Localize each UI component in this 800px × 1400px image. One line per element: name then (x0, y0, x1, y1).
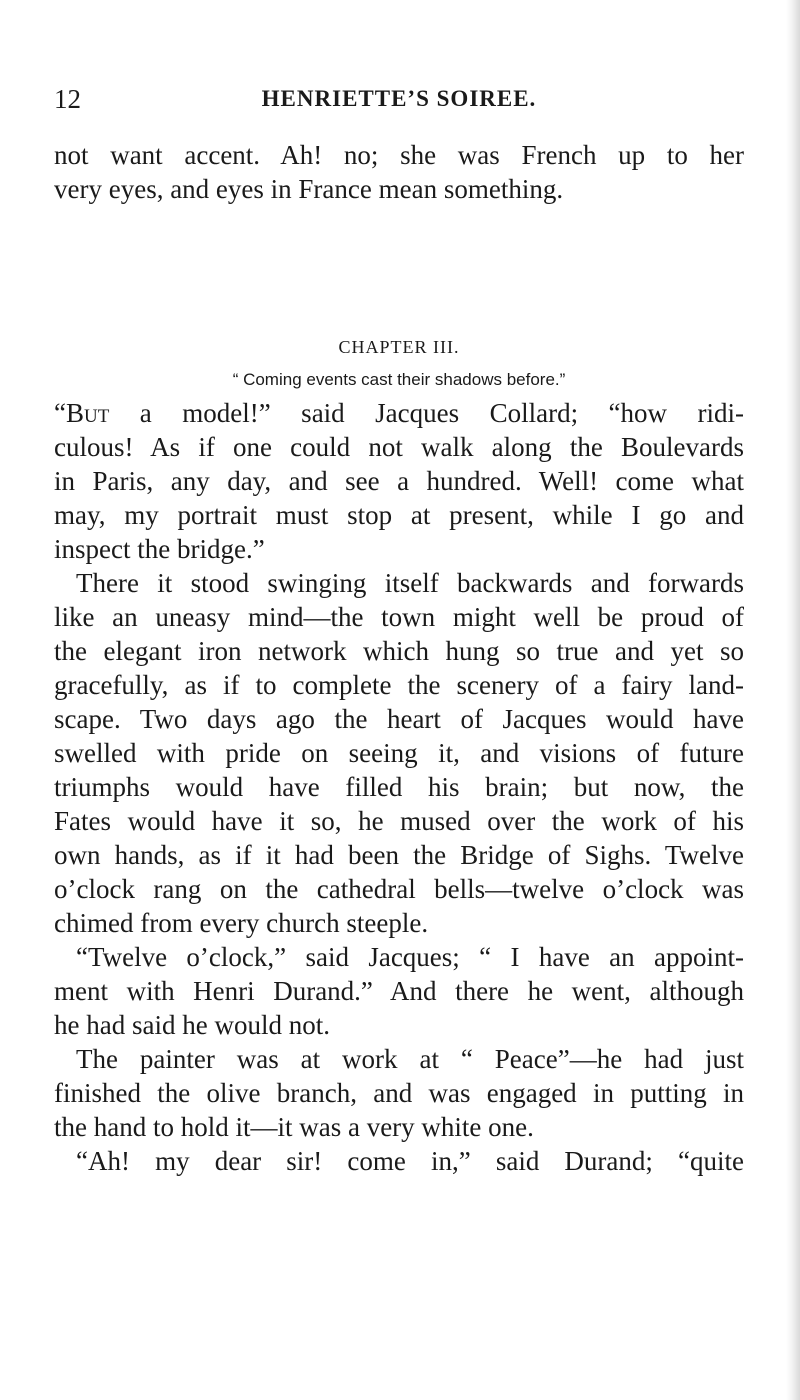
text-line: There it stood swinging itself backwards and forwards (76, 568, 744, 598)
text-line: “Ah! my dear sir! come in,” said Durand; “quite (76, 1146, 744, 1176)
chapter-epigraph: “ Coming events cast their shadows before.” (232, 370, 566, 389)
text-line: the elegant iron network which hung so true and yet so (54, 636, 744, 666)
text-line: not want accent. Ah! no; she was French up to her (54, 140, 744, 170)
text-line: Fates would have it so, he mused over the work of his (54, 806, 744, 836)
small-caps-word: But (65, 398, 110, 428)
text-line: finished the olive branch, and was engaged in putting in (54, 1078, 744, 1108)
page-edge-shadow (786, 0, 800, 1400)
page-header (54, 84, 744, 116)
chapter-title: CHAPTER III. (338, 337, 460, 357)
page-number: 12 (54, 84, 81, 114)
text-line: like an uneasy mind—the town might well be proud of (54, 602, 744, 632)
text-line: the hand to hold it—it was a very white one. (54, 1112, 534, 1142)
line-rest: a model!” said Jacques Collard; “how ridi- (109, 398, 744, 428)
text-line: ment with Henri Durand.” And there he went, although (54, 976, 744, 1006)
text-line: o’clock rang on the cathedral bells—twelve o’clock was (54, 874, 744, 904)
paragraph-first-line (54, 396, 744, 430)
text-line: chimed from every church steeple. (54, 908, 429, 938)
text-line: triumphs would have filled his brain; but now, the (54, 772, 744, 802)
text-line: very eyes, and eyes in France mean something. (54, 174, 564, 204)
text-line: gracefully, as if to complete the scenery of a fairy land- (54, 670, 744, 700)
text-line: The painter was at work at “ Peace”—he had just (76, 1044, 744, 1074)
text-line: inspect the bridge.” (54, 534, 265, 564)
text-line: may, my portrait must stop at present, while I go and (54, 500, 744, 530)
text-line: culous! As if one could not walk along the Boulevards (54, 432, 744, 462)
text-line: scape. Two days ago the heart of Jacques would have (54, 704, 744, 734)
open-quote: “ (54, 398, 66, 428)
text-line: swelled with pride on seeing it, and visions of future (54, 738, 744, 768)
body-text (54, 138, 744, 1178)
text-line: “Twelve o’clock,” said Jacques; “ I have an appoint- (76, 942, 744, 972)
text-line: in Paris, any day, and see a hundred. Well! come what (54, 466, 744, 496)
text-line: he had said he would not. (54, 1010, 330, 1040)
text-line: own hands, as if it had been the Bridge of Sighs. Twelve (54, 840, 744, 870)
running-title: HENRIETTE’S SOIREE. (261, 86, 537, 111)
